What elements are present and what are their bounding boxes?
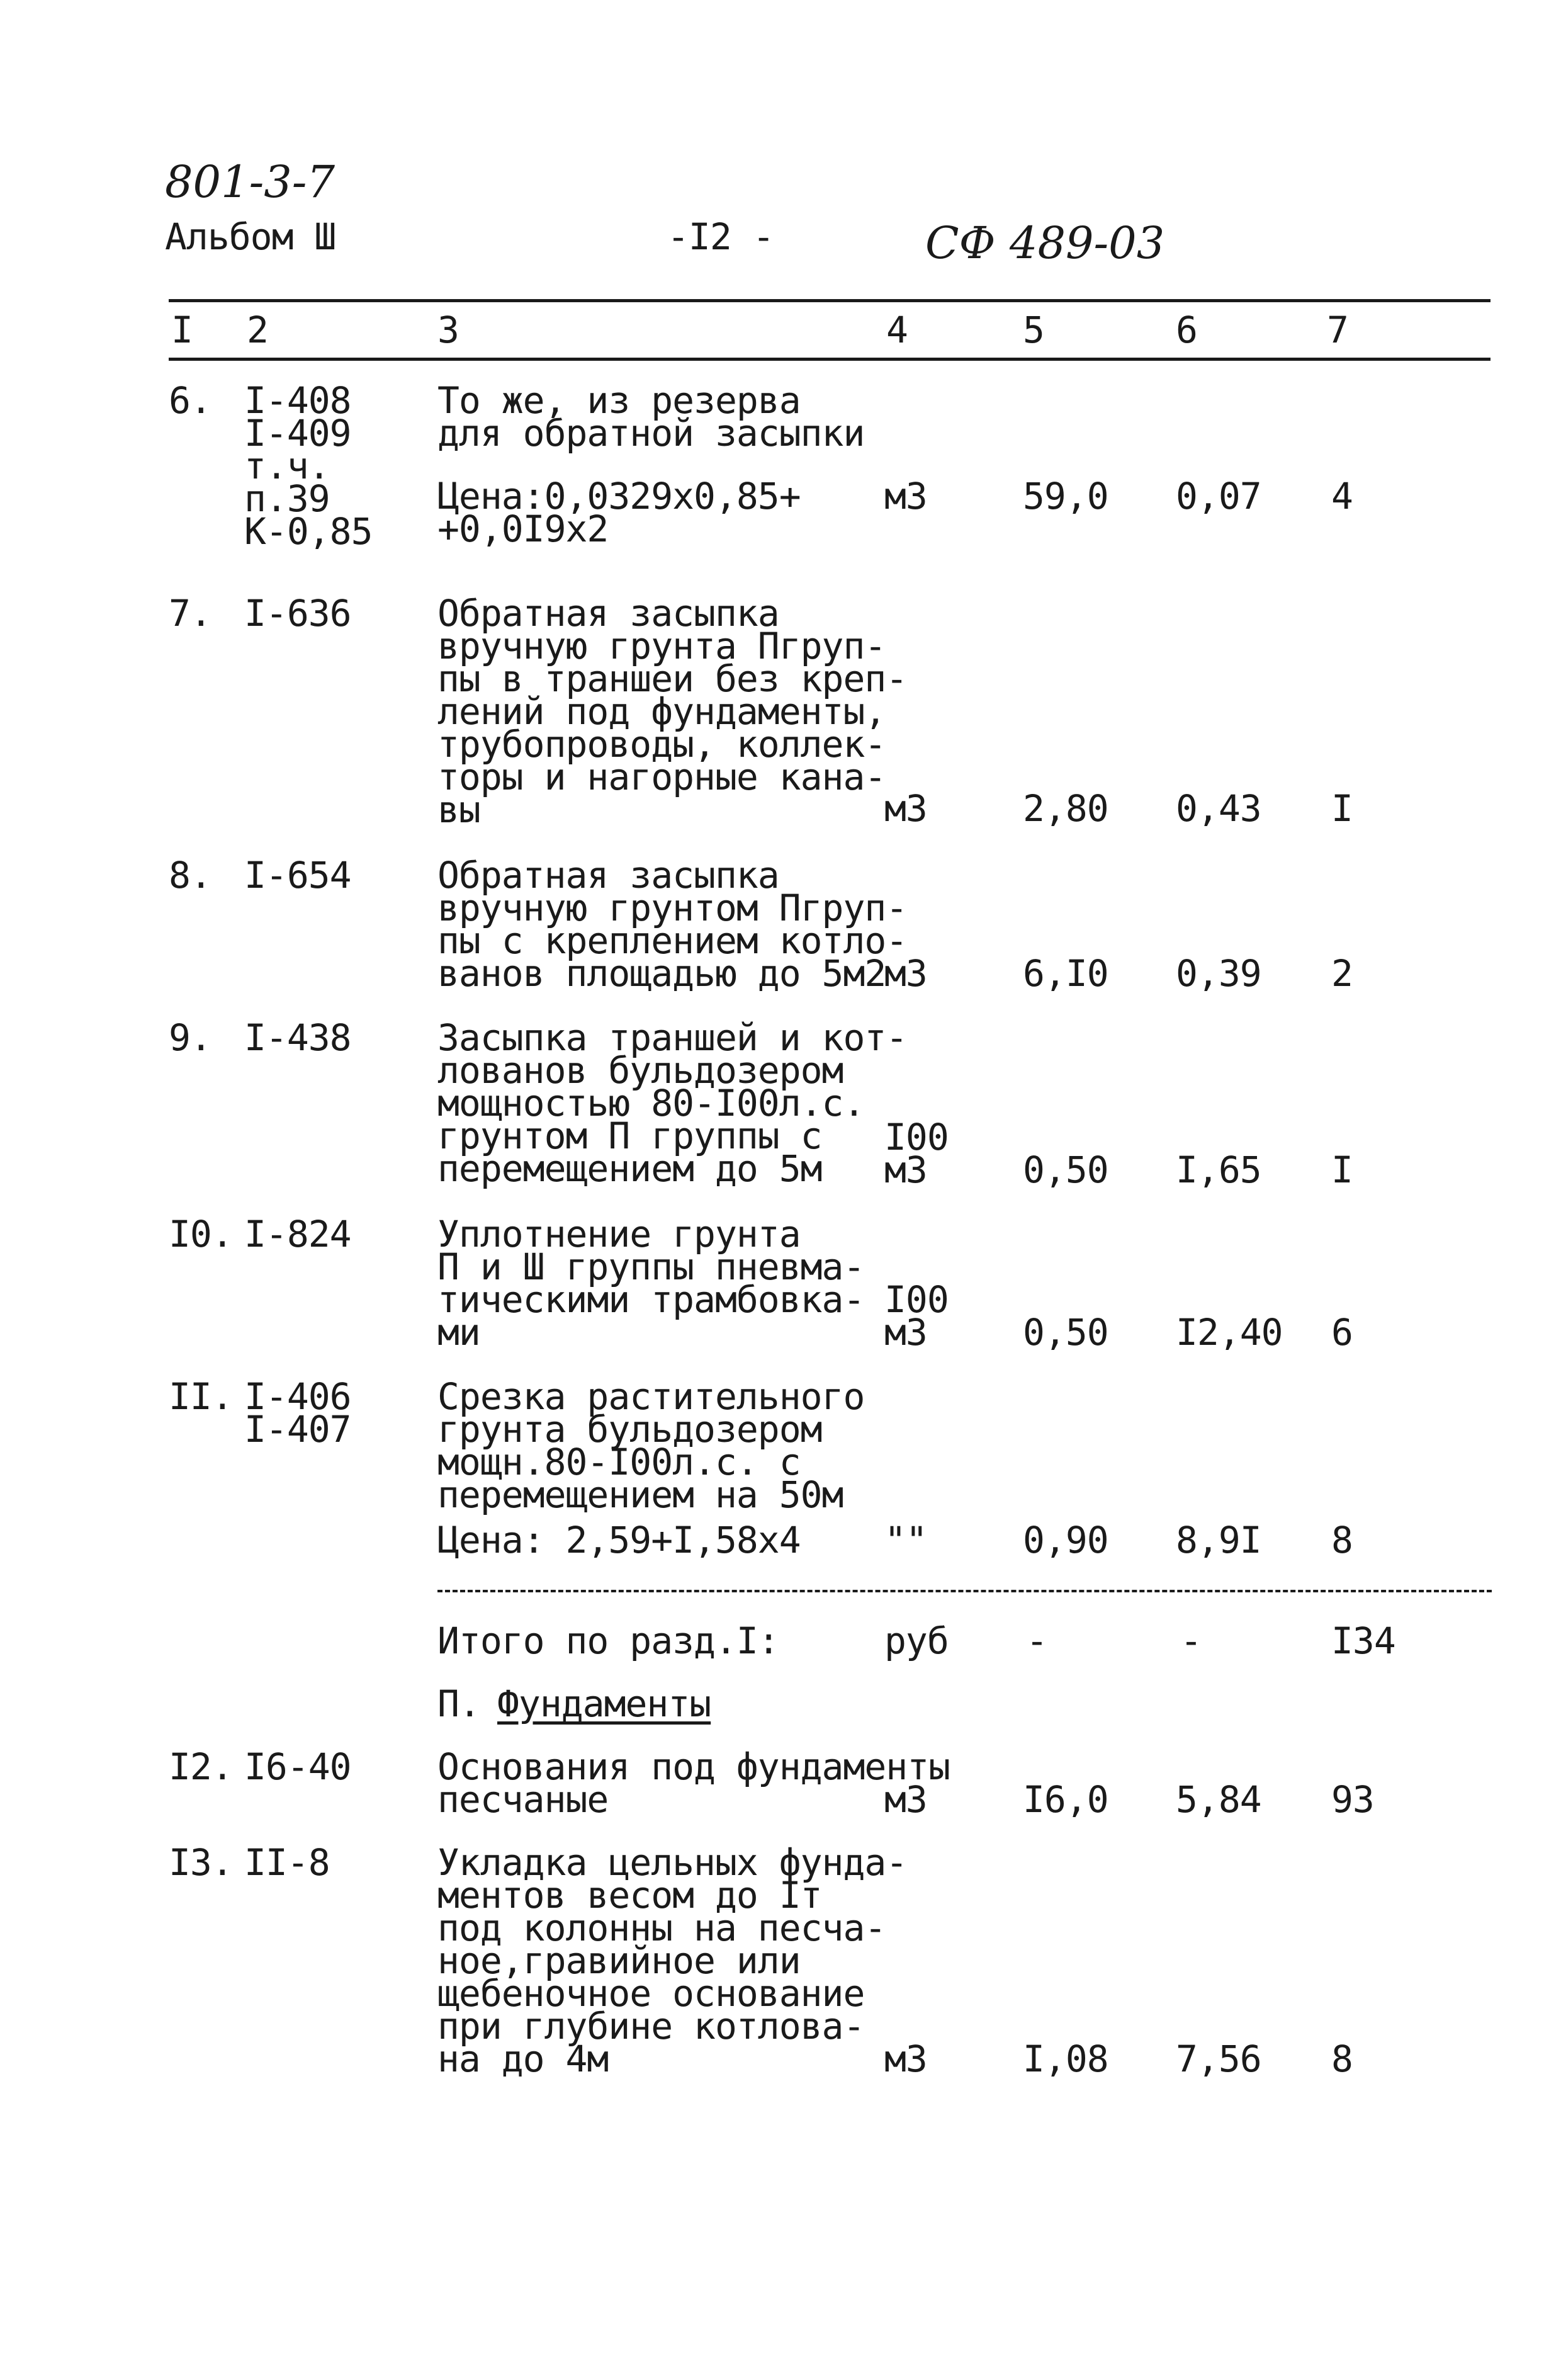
- row-number: 9.: [169, 1016, 211, 1059]
- row-unit: м3: [884, 2037, 927, 2080]
- row-quantity: I,08: [1023, 2037, 1108, 2080]
- row-price-formula: Цена:0,0329х0,85+ +0,0I9х2: [437, 475, 801, 550]
- col-head-4: 4: [886, 309, 908, 351]
- top-rule: [169, 299, 1491, 302]
- col-head-7: 7: [1327, 309, 1348, 351]
- row-total: 8: [1331, 1519, 1353, 1561]
- row-unit: м3: [884, 475, 927, 518]
- row-quantity: 6,I0: [1023, 952, 1108, 995]
- row-total: 93: [1331, 1778, 1374, 1821]
- row-unit: м3: [884, 1778, 927, 1821]
- album-label: Альбом Ш: [165, 215, 336, 258]
- row-unit-price: 8,9I: [1176, 1519, 1261, 1561]
- row-quantity: 2,80: [1023, 787, 1108, 830]
- row-price-formula: Цена: 2,59+I,58х4: [437, 1519, 801, 1561]
- row-description: Обратная засыпка вручную грунта Пгруп- пы в траншеи без креп- лений под фундаменты, трубопроводы, коллек- торы и нагорные кана- вы: [437, 592, 908, 831]
- subtotal-label: Итого по разд.I:: [437, 1619, 779, 1662]
- col-head-1: I: [171, 309, 193, 351]
- row-description: То же, из резерва для обратной засыпки: [437, 379, 865, 455]
- row-codes: II-8: [244, 1841, 330, 1884]
- document-code: 801-3-7: [165, 156, 335, 208]
- row-unit: м3: [884, 787, 927, 830]
- row-number: 6.: [169, 379, 211, 422]
- row-quantity: I6,0: [1023, 1778, 1108, 1821]
- row-codes: I-636: [244, 592, 351, 635]
- col-head-6: 6: [1176, 309, 1197, 351]
- row-number: I3.: [169, 1841, 233, 1884]
- row-total: 8: [1331, 2037, 1353, 2080]
- row-quantity: 59,0: [1023, 475, 1108, 518]
- row-quantity: 0,50: [1023, 1148, 1108, 1191]
- row-codes: I-438: [244, 1016, 351, 1059]
- subtotal-total: I34: [1331, 1619, 1395, 1662]
- row-number: II.: [169, 1375, 233, 1418]
- col-head-5: 5: [1023, 309, 1044, 351]
- row-total: 6: [1331, 1311, 1353, 1354]
- row-unit: "": [884, 1519, 927, 1561]
- row-description: Уплотнение грунта П и Ш группы пневма- тическими трамбовка- ми: [437, 1213, 865, 1354]
- row-unit-price: 0,39: [1176, 952, 1261, 995]
- section-number: П.: [437, 1682, 480, 1725]
- row-description: Срезка растительного грунта бульдозером мощн.80-I00л.с. с перемещением на 50м: [437, 1375, 865, 1516]
- row-description: Основания под фундаменты песчаные: [437, 1745, 950, 1821]
- row-unit-price: I,65: [1176, 1148, 1261, 1191]
- row-unit: м3: [884, 952, 927, 995]
- row-unit-price: 0,07: [1176, 475, 1261, 518]
- header-rule: [169, 358, 1491, 361]
- subtotal-unit: руб: [884, 1619, 949, 1662]
- row-quantity: 0,90: [1023, 1519, 1108, 1561]
- row-number: 7.: [169, 592, 211, 635]
- row-total: I: [1331, 1148, 1353, 1191]
- row-quantity: 0,50: [1023, 1311, 1108, 1354]
- col-head-3: 3: [437, 309, 459, 351]
- row-unit-price: 5,84: [1176, 1778, 1261, 1821]
- row-description: Обратная засыпка вручную грунтом Пгруп- пы с креплением котло- ванов площадью до 5м2: [437, 854, 908, 995]
- row-codes: I-654: [244, 854, 351, 897]
- handwritten-stamp: СФ 489-03: [925, 217, 1165, 269]
- row-number: I2.: [169, 1745, 233, 1788]
- row-total: I: [1331, 787, 1353, 830]
- row-unit: I00 м3: [884, 1278, 949, 1354]
- row-codes: I-408 I-409 т.ч. п.39 К-0,85: [244, 379, 373, 553]
- row-unit-price: 7,56: [1176, 2037, 1261, 2080]
- section-rule: [437, 1590, 1492, 1592]
- row-number: I0.: [169, 1213, 233, 1255]
- row-codes: I-406 I-407: [244, 1375, 351, 1451]
- subtotal-quantity: -: [1026, 1619, 1047, 1662]
- row-description: Укладка цельных фунда- ментов весом до Iт под колонны на песча- ное,гравийное или щебеночное основание при глубине котлова- на до 4м: [437, 1841, 908, 2080]
- page-number: -I2 -: [667, 215, 774, 258]
- col-head-2: 2: [247, 309, 268, 351]
- section-title: Фундаменты: [497, 1682, 711, 1725]
- row-total: 4: [1331, 475, 1353, 518]
- row-description: Засыпка траншей и кот- лованов бульдозером мощностью 80-I00л.с. грунтом П группы с перемещением до 5м: [437, 1016, 908, 1190]
- row-codes: I6-40: [244, 1745, 351, 1788]
- row-unit: I00 м3: [884, 1116, 949, 1191]
- row-total: 2: [1331, 952, 1353, 995]
- row-unit-price: 0,43: [1176, 787, 1261, 830]
- row-number: 8.: [169, 854, 211, 897]
- row-codes: I-824: [244, 1213, 351, 1255]
- row-unit-price: I2,40: [1176, 1311, 1283, 1354]
- subtotal-unit-price: -: [1180, 1619, 1202, 1662]
